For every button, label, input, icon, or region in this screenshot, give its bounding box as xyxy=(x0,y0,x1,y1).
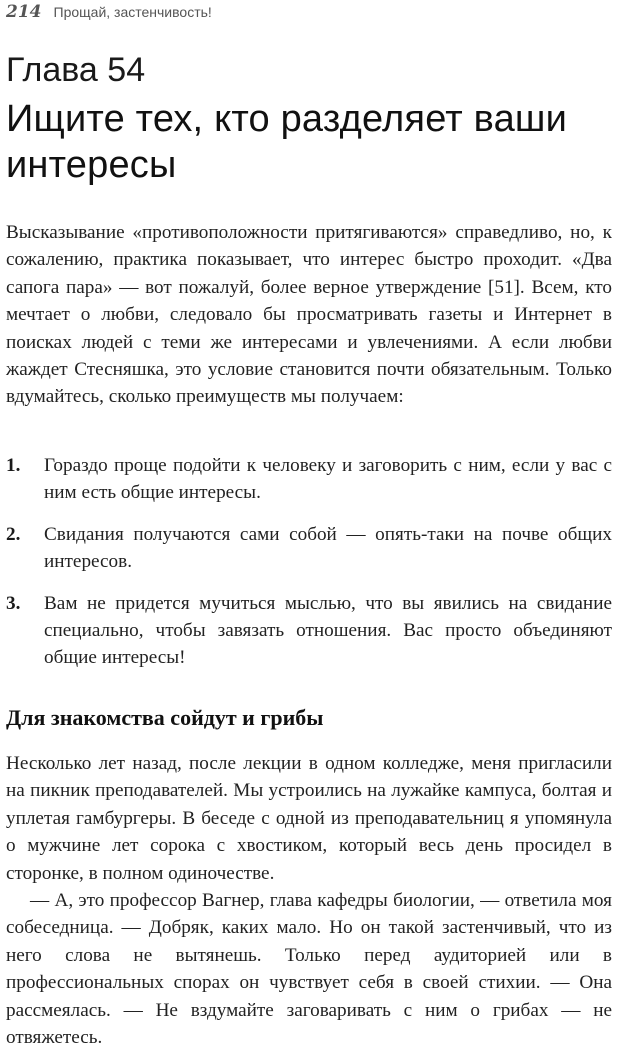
benefits-list xyxy=(6,452,612,686)
running-head xyxy=(6,2,212,22)
story-paragraph: — А, это профессор Вагнер, глава кафедры биологии, — ответила моя собеседница. — Добряк, каких мало. Но он такой застенчивый, что из него слова не вытянешь. Только перед аудиторией или в профессиональных спорах он чувствует себя в своей стихии. — Она рассмеялась. — Не вздумайте заговаривать с ним о грибах — не отвяжетесь. xyxy=(6,890,612,1049)
list-item-number: 1. xyxy=(6,455,21,476)
page-number: 214 xyxy=(6,2,42,22)
list-item-number: 2. xyxy=(6,523,21,545)
list-item-text: Вам не придется мучиться мыслью, что вы явились на свидание специально, чтобы завязать отношения. Вас просто объединяют общие интересы! xyxy=(44,592,612,669)
chapter-title: Ищите тех, кто разделяет ваши интересы xyxy=(6,98,568,186)
list-item xyxy=(6,521,612,576)
list-item-number: 3. xyxy=(6,592,21,614)
section-body xyxy=(6,750,612,1051)
list-item xyxy=(6,590,612,672)
running-title: Прощай, застенчивость! xyxy=(53,4,212,20)
intro-paragraph: Высказывание «противоположности притягиваются» справедливо, но, к сожалению, практика показывает, что интерес быстро проходит. «Два сапога пара» — вот пожалуй, более верное утверждение [51]. Всем, кто мечтает о любви, следовало бы просматривать газеты и Интернет в поисках людей с теми же интересами и увлечениями. А если любви жаждет Стесняшка, это условие становится почти обязательным. Только вдумайтесь, сколько преимуществ мы получаем: xyxy=(6,222,612,408)
story-paragraph: Несколько лет назад, после лекции в одном колледже, меня пригласили на пикник преподавателей. Мы устроились на лужайке кампуса, болтая и уплетая гамбургеры. В беседе с одной из преподавательниц я упомянула о мужчине лет сорока с хвостиком, который весь день просидел в сторонке, в полном одиночестве. xyxy=(6,753,612,884)
list-item-text: Свидания получаются сами собой — опять-таки на почве общих интересов. xyxy=(44,523,612,573)
list-item-text: Гораздо проще подойти к человеку и заговорить с ним, если у вас с ним есть общие интересы. xyxy=(44,455,612,504)
list-item xyxy=(6,452,612,507)
chapter-label: Глава 54 xyxy=(6,51,146,89)
section-heading: Для знакомства сойдут и грибы xyxy=(6,705,324,730)
